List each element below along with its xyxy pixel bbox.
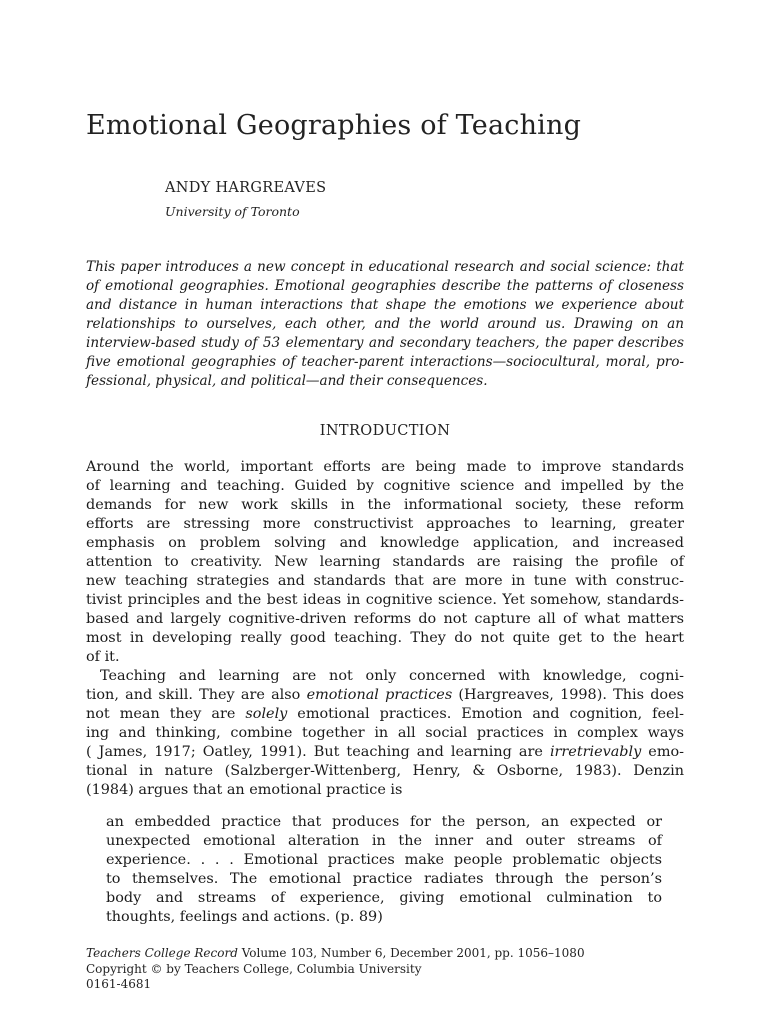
body-text-segment: tional in nature (Salzberger-Wittenberg, Henry, & Osborne, 1983). Denzin [86,763,684,779]
body-line [86,591,684,610]
body-line [86,648,684,667]
abstract-line: fessional, physical, and political—and their consequences. [86,373,488,389]
footer-copyright: Copyright © by Teachers College, Columbia University [86,961,422,976]
author-affiliation: University of Toronto [165,204,300,219]
body-line [86,724,684,743]
body-line [86,667,684,686]
emphasis-text: irretrievably [549,744,642,760]
body-line [86,534,684,553]
body-line [86,458,684,477]
body-line [86,515,684,534]
body-text-segment: ( James, 1917; Oatley, 1991). But teaching and learning are [86,744,550,760]
footer [86,946,684,993]
article-title: Emotional Geographies of Teaching [86,110,582,141]
journal-name: Teachers College Record [86,946,238,960]
abstract-line: five emotional geographies of teacher-parent interactions—sociocultural, moral, pro- [86,354,684,370]
abstract-line: of emotional geographies. Emotional geographies describe the patterns of closeness [86,278,684,294]
body-line [86,572,684,591]
abstract [86,258,684,391]
body-text-segment: emphasis on problem solving and knowledge application, and increased [86,535,684,551]
quote-line: experience. . . . Emotional practices make people problematic objects [106,852,662,868]
body-text-segment: not mean they are [86,706,246,722]
body-line [86,496,684,515]
body-text-segment: efforts are stressing more constructivist approaches to learning, greater [86,516,684,532]
body-line [86,762,684,781]
journal-citation: Volume 103, Number 6, December 2001, pp. 1056–1080 [237,946,585,960]
section-heading-introduction: INTRODUCTION [319,423,451,439]
body-line [86,477,684,496]
body-text-segment: of it. [86,649,120,665]
body-text-segment: new teaching strategies and standards that are more in tune with construc- [86,573,684,589]
body-text-segment: tion, and skill. They are also [86,687,307,703]
abstract-line: and distance in human interactions that shape the emotions we experience about [86,297,684,313]
emphasis-text: emotional practices [306,687,453,703]
abstract-line: interview-based study of 53 elementary and secondary teachers, the paper describes [86,335,684,351]
quote-line: to themselves. The emotional practice radiates through the person’s [106,871,662,887]
body-text-segment: (1984) argues that an emotional practice is [86,782,403,798]
footer-issn: 0161-4681 [86,977,152,991]
body-line [86,610,684,629]
block-quote [106,813,662,927]
body-text-segment: (Hargreaves, 1998). This does [452,687,684,703]
quote-line: unexpected emotional alteration in the inner and outer streams of [106,833,662,849]
body-text-segment: ing and thinking, combine together in all social practices in complex ways [86,725,684,741]
body-line [86,743,684,762]
quote-line: body and streams of experience, giving emotional culmination to [106,890,662,906]
body-text-segment: attention to creativity. New learning standards are raising the profile of [86,554,684,570]
body-line [86,705,684,724]
body-line [86,686,684,705]
body-text-segment: emotional practices. Emotion and cognition, feel- [287,706,684,722]
body-text-segment: based and largely cognitive-driven reforms do not capture all of what matters [86,611,684,627]
emphasis-text: solely [245,706,288,722]
quote-line: thoughts, feelings and actions. (p. 89) [106,909,383,925]
body-text-segment: Teaching and learning are not only concerned with knowledge, cogni- [100,668,684,684]
body-line [86,629,684,648]
body-text-segment: of learning and teaching. Guided by cognitive science and impelled by the [86,478,684,494]
footer-citation-row [86,946,684,962]
introduction-body [86,458,684,800]
body-text-segment: tivist principles and the best ideas in cognitive science. Yet somehow, standards- [86,592,684,608]
body-line [86,781,684,800]
quote-line: an embedded practice that produces for the person, an expected or [106,814,662,830]
abstract-line: relationships to ourselves, each other, and the world around us. Drawing on an [86,316,684,332]
author-name: ANDY HARGREAVES [165,180,327,196]
body-text-segment: emo- [641,744,685,760]
body-text-segment: demands for new work skills in the informational society, these reform [86,497,684,513]
body-text-segment: Around the world, important efforts are being made to improve standards [86,459,684,475]
body-line [86,553,684,572]
body-text-segment: most in developing really good teaching. They do not quite get to the heart [86,630,684,646]
abstract-line: This paper introduces a new concept in educational research and social science: that [86,259,684,275]
